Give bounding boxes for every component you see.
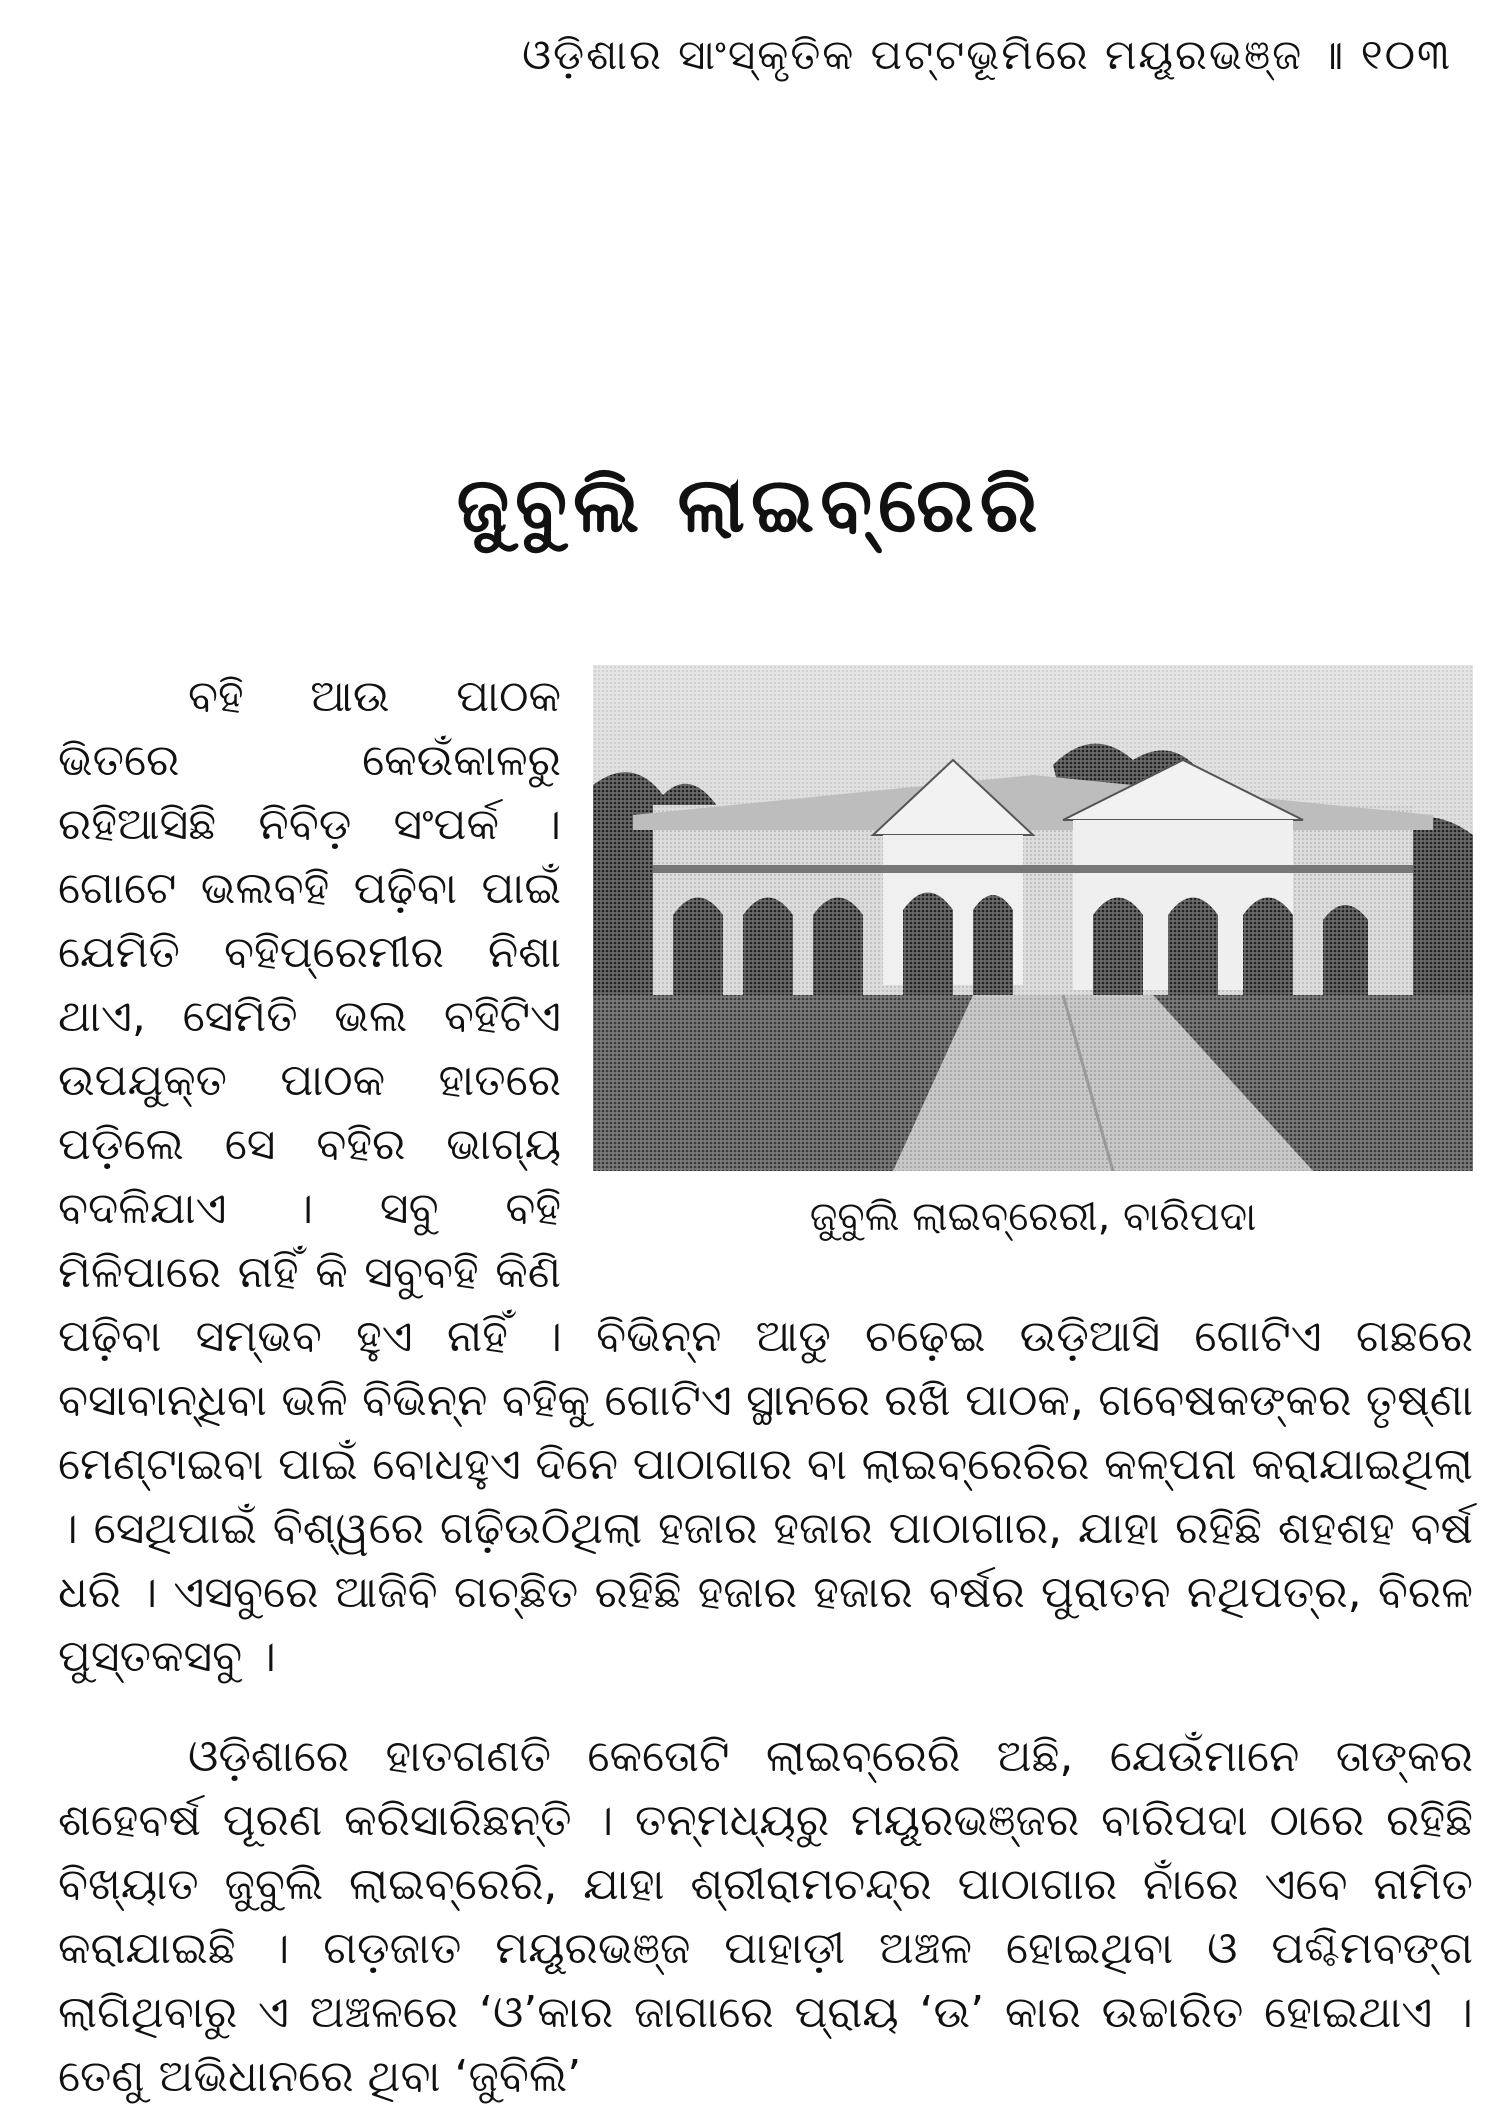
- paragraph-2: [58, 1725, 1473, 2109]
- paragraph-1-text: ବହି ଆଉ ପାଠକ ଭିତରେ କେଉଁକାଳରୁ ରହିଆସିଛି ନିବିଡ଼ ସଂପର୍କ । ଗୋଟେ ଭଲବହି ପଢ଼ିବା ପାଇଁ ଯେମିତି ବହିପ୍ରେମୀର ନିଶା ଥାଏ, ସେମିତି ଭଲ ବହିଟିଏ ଉପଯୁକ୍ତ ପାଠକ ହାତରେ ପଡ଼ିଲେ ସେ ବହିର ଭାଗ୍ୟ ବଦଳିଯାଏ । ସବୁ ବହି ମିଳିପାରେ ନାହିଁ କି ସବୁବହି କିଣି ପଢ଼ିବା ସମ୍ଭବ ହୁଏ ନାହିଁ । ବିଭିନ୍ନ ଆଡୁ ଚଢ଼େଇ ଉଡ଼ିଆସି ଗୋଟିଏ ଗଛରେ ବସାବାନ୍ଧିବା ଭଳି ବିଭିନ୍ନ ବହିକୁ ଗୋଟିଏ ସ୍ଥାନରେ ରଖି ପାଠକ, ଗବେଷକଙ୍କର ତୃଷ୍ଣା ମେଣ୍ଟାଇବା ପାଇଁ ବୋଧହୁଏ ଦିନେ ପାଠାଗାର ବା ଲାଇବ୍ରେରିର କଳ୍ପନା କରାଯାଇଥିଲା । ସେଥିପାଇଁ ବିଶ୍ୱରେ ଗଢ଼ିଉଠିଥିଲା ହଜାର ହଜାର ପାଠାଗାର, ଯାହା ରହିଛି ଶହଶହ ବର୍ଷ ଧରି । ଏସବୁରେ ଆଜିବି ଗଚ୍ଛିତ ରହିଛି ହଜାର ହଜାର ବର୍ଷର ପୁରାତନ ନଥିପତ୍ର, ବିରଳ ପୁସ୍ତକସବୁ ।: [58, 671, 1473, 1682]
- paragraph-2-text: ଓଡ଼ିଶାରେ ହାତଗଣତି କେତୋଟି ଲାଇବ୍ରେରି ଅଛି, ଯେଉଁମାନେ ତାଙ୍କର ଶହେବର୍ଷ ପୂରଣ କରିସାରିଛନ୍ତି । ତନ୍ମଧ୍ୟରୁ ମୟୂରଭଞ୍ଜର ବାରିପଦା ଠାରେ ରହିଛି ବିଖ୍ୟାତ ଜୁବୁଲି ଲାଇବ୍ରେରି, ଯାହା ଶ୍ରୀରାମଚନ୍ଦ୍ର ପାଠାଗାର ନାଁରେ ଏବେ ନାମିତ କରାଯାଇଛି । ଗଡ଼ଜାତ ମୟୂରଭଞ୍ଜ ପାହାଡ଼ୀ ଅଞ୍ଚଳ ହୋଇଥିବା ଓ ପଶ୍ଚିମବଙ୍ଗ ଲାଗିଥିବାରୁ ଏ ଅଞ୍ଚଳରେ ‘ଓ’କାର ଜାଗାରେ ପ୍ରାୟ ‘ଉ’ କାର ଉଚ୍ଚାରିତ ହୋଇଥାଏ ।ତେଣୁ ଅଭିଧାନରେ ଥିବା ‘ଜୁବିଲି’: [58, 1731, 1473, 2102]
- running-header: ଓଡ଼ିଶାର ସାଂସ୍କୃତିକ ପଟ୍ଟଭୂମିରେ ମୟୂରଭଞ୍ଜ ॥ ୧୦୩: [522, 30, 1452, 79]
- library-photo: [593, 665, 1473, 1171]
- library-figure: [593, 665, 1473, 1245]
- article-title: ଜୁବୁଲି ଲାଇବ୍ରେରି: [456, 460, 1044, 549]
- paragraph-1: [58, 665, 1473, 1689]
- photo-caption: ଜୁବୁଲି ଲାଇବ୍ରେରୀ, ବାରିପଦା: [809, 1194, 1257, 1240]
